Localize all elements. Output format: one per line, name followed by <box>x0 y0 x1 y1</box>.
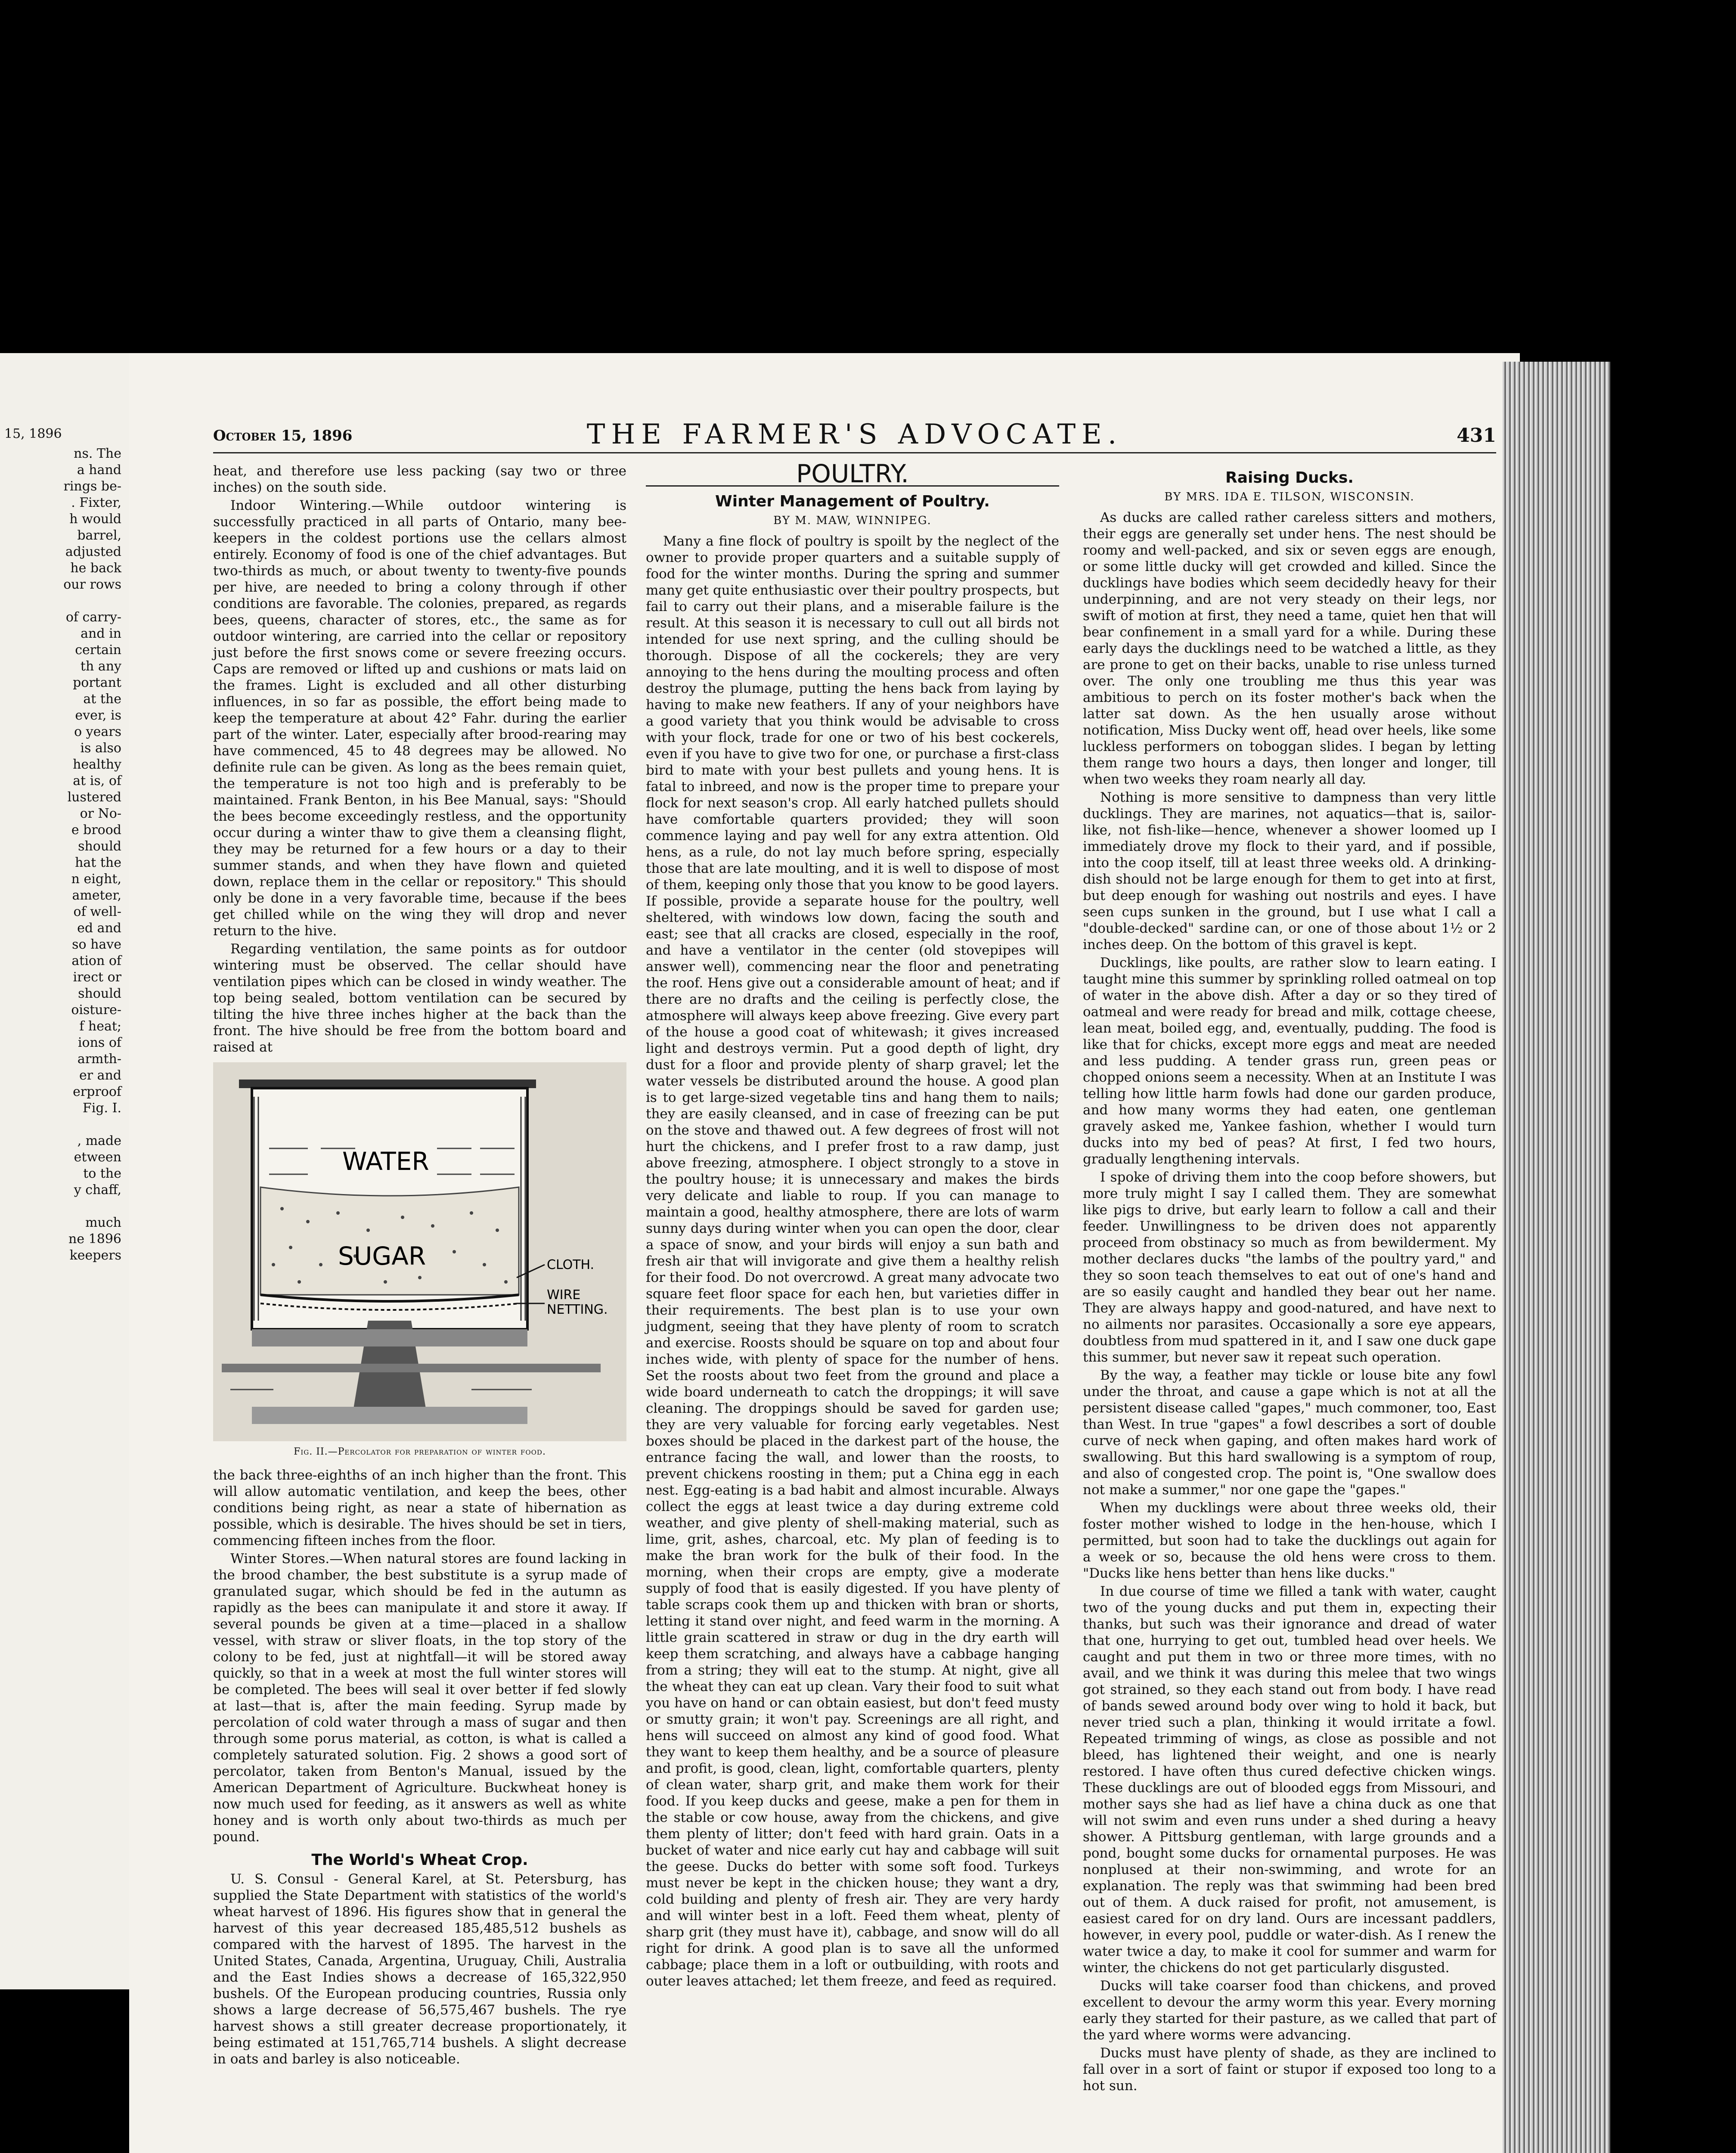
article-title-raising-ducks: Raising Ducks. <box>1225 469 1354 487</box>
paragraph: Nothing is more sensitive to dampness than very little ducklings. They are marines, not aquatics—that is, sailor-like, not fish-like—hence, whenever a shower loomed up I immediately drove my flock to their yard, and if possible, into the coop itself, till at least three weeks old. A drinking-dish should not be large enough for them to get into at first, but deep enough for washing out nostrils and eyes. I have seen cups sunken in the ground, but I use what I call a "double-decked" sardine can, or one of those about 1½ or 2 inches deep. On the bottom of this gravel is kept. <box>1083 790 1496 952</box>
paragraph: As ducks are called rather careless sitters and mothers, their eggs are generally set under hens. The nest should be roomy and well-packed, and six or seven eggs are enough, or some little ducky will get crowded and killed. Since the ducklings have bodies which seem decidedly heavy for their underpinning, and are not very steady on their legs, nor swift of motion at first, they need a tame, quiet hen that will bear confinement in a small yard for a while. During these early days the ducklings need to be watched a little, as they are prone to get on their backs, unable to rise unless turned over. The only one troubling me thus this year was ambitious to perch on its foster mother's back when the latter sat down. As the hen usually arose without notification, Miss Ducky went off, head over heels, like some luckless performers on toboggan slides. I began by letting them range two hours a days, then longer and longer, till when two weeks they roam nearly all day. <box>1083 510 1496 787</box>
article-title-winter-management: Winter Management of Poultry. <box>715 493 990 510</box>
header-date: October 15, 1896 <box>213 427 353 444</box>
fragment-line <box>0 1117 121 1133</box>
fragment-line: of well- <box>73 904 121 919</box>
fragment-line: Fig. I. <box>82 1101 121 1116</box>
fragment-line: oisture- <box>71 1002 121 1018</box>
fragment-line: etween <box>74 1150 121 1165</box>
fragment-line <box>0 593 121 609</box>
fragment-line: so have <box>72 937 121 952</box>
sugar-label: SUGAR <box>338 1241 426 1271</box>
fragment-line: erproof <box>73 1084 121 1099</box>
paragraph-indoor-wintering: Indoor Wintering.—While outdoor wintering is successfully practiced in all parts of Ontario, many bee-keepers in the coldest portions use the cellars almost entirely. Economy of food is one of the chief advantages. But two-thirds as much, or about twenty to twenty-five pounds per hive, are needed to bring a colony through if other conditions are favorable. The colonies, prepared, as regards bees, queens, character of stores, etc., the same as for outdoor wintering, are carried into the cellar or repository just before the first snows come or severe freezing occurs. Caps are removed or lifted up and cushions or mats laid on the frames. Light is excluded and all other disturbing influences, in so far as possible, the effort being made to keep the temperature at about 42° Fahr. during the earlier part of the winter. Later, especially after brood-rearing may have commenced, 45 to 48 degrees may be allowed. No definite rule can be given. As long as the bees remain quiet, the temperature is not too high and is preferably to be maintained. Frank Benton, in his Bee Manual, says: "Should the bees become exceedingly restless, and the opportunity occur during a winter thaw to give them a cleansing flight, they may be returned for a few hours or a day to their summer stands, and when they have flown and quieted down, replace them in the cellar or repository." This should only be done in a very favorable time, because if the bees get chilled while on the wing they will drop and never return to the hive. <box>213 498 626 939</box>
byline: BY M. MAW, WINNIPEG. <box>773 514 932 527</box>
masthead-title: THE FARMER'S ADVOCATE. <box>586 419 1123 450</box>
paragraph: Ducks will take coarser food than chickens, and proved excellent to devour the army worm this year. Every morning early they started for their pasture, as we called that part of the yard where worms were advancing. <box>1083 1978 1496 2043</box>
fragment-line <box>0 1198 121 1215</box>
fragment-line: is also <box>80 741 121 756</box>
fragment-line: ed and <box>77 921 121 936</box>
figure-caption: Fig. II.—Percolator for preparation of winter food. <box>294 1446 546 1457</box>
fragment-line: ever, is <box>75 708 121 723</box>
fragment-line: a hand <box>77 462 121 478</box>
fragment-line: . Fixter, <box>71 495 121 510</box>
fragment-line: f heat; <box>79 1019 121 1034</box>
fragment-line: armth- <box>77 1052 121 1067</box>
paragraph-winter-management: Many a fine flock of poultry is spoilt by the neglect of the owner to provide proper quarters and a suitable supply of food for the winter months. During the spring and summer many get quite enthusiastic over their poultry prospects, but fail to carry out their plans, and a miserable failure is the result. At this season it is necessary to cull out all birds not intended for use next spring, and the culling should be thorough. Dispose of all the cockerels; they are very annoying to the hens during the moulting process and often destroy the plumage, putting the hens back from laying by having to make new feathers. If any of your neighbors have a good variety that you think would be advisable to cross with your flock, trade for one or two of his best cockerels, even if you have to give two for one, or purchase a first-class bird to mate with your best pullets and young hens. It is fatal to inbreed, and now is the proper time to prepare your flock for next season's crop. All early hatched pullets should have comfortable quarters provided; they will soon commence laying and pay well for any extra attention. Old hens, as a rule, do not lay much before spring, especially those that are late moulting, and it is well to dispose of most of them, keeping only those that you know to be good layers. If possible, provide a separate house for the poultry, well sheltered, with windows low down, facing the south and east; see that all cracks are closed, especially in the roof, and have a ventilator in the center (old stovepipes will answer well), commencing near the floor and penetrating the roof. Hens give out a considerable amount of heat; and if there are no drafts and the ceiling is perfectly close, the atmosphere will always keep above freezing. Give every part of the house a good coat of whitewash; it gives increased light and destroys vermin. Put a good depth of light, dry dust for a floor and provide plenty of sharp gravel; let the water vessels be distributed around the house. A good plan is to get large-sized vegetable tins and hang them to nails; they are easily cleansed, and in case of freezing can be put on the stove and thawed out. A few degrees of frost will not hurt the chickens, and I prefer frost to a raw damp, just above freezing, atmosphere. I object strongly to a stove in the poultry house; it is unnecessary and makes the birds very delicate and liable to roup. If you can manage to maintain a good, healthy atmosphere, there are lots of warm sunny days during winter when you can open the door, clear a space of snow, and your birds will enjoy a sun bath and fresh air that will invigorate and give them a healthy relish for their food. Do not overcrowd. A great many advocate two square feet floor space for each hen, but varieties differ in their requirements. The best plan is to use your own judgment, seeing that they have plenty of room to scratch and exercise. Roosts should be square on top and about four inches wide, with plenty of space for the number of hens. Set the roosts about two feet from the ground and place a wide board underneath to catch the droppings; it will save cleaning. The droppings should be saved for garden use; they are very valuable for forcing early vegetables. Nest boxes should be placed in the darkest part of the house, the entrance facing the wall, and lower than the roosts, to prevent chickens roosting in them; put a China egg in each nest. Egg-eating is a bad habit and almost incurable. Always collect the eggs at least twice a day during extreme cold weather, and give plenty of shell-making material, such as lime, grit, ashes, charcoal, etc. My plan of feeding is to make the bran work for the bulk of their food. In the morning, when their crops are empty, give a moderate supply of food that is easily digested. If you have plenty of table scraps cook them up and thicken with bran or shorts, letting it stand over night, and feed warm in the morning. A little grain scattered in straw or dug in the dry earth will keep them scratching, and always have a cabbage hanging from a string; they will eat to the stump. At night, give all the wheat they can eat up clean. Vary their food to suit what you have on hand or can obtain easiest, but don't feed musty or smutty grain; it won't pay. Screenings are all right, and hens will succeed on almost any kind of good food. What they want to keep them healthy, and be a source of pleasure and profit, is good, clean, light, comfortable quarters, plenty of clean water, sharp grit, and make them work for their food. If you keep ducks and geese, make a pen for them in the stable or cow house, away from the chickens, and give them plenty of litter; don't feed with hard grain. Oats in a bucket of water and nice early cut hay and cabbage will suit the geese. Ducks do better with some soft food. Turkeys must never be kept in the chicken house; they want a dry, cold building and plenty of fresh air. They are very hardy and will winter best in a loft. Feed them wheat, plenty of sharp grit (they must have it), cabbage, and snow will do all right for drink. A good plan is to save all the unformed cabbage; place them in a loft or outbuilding, with roots and outer leaves attached; let them freeze, and feed as required. <box>646 534 1059 1989</box>
water-label: WATER <box>342 1147 429 1176</box>
fragment-line: , made <box>77 1133 121 1148</box>
previous-page-header: 15, 1896 <box>4 426 62 441</box>
fragment-line: y chaff, <box>74 1182 121 1197</box>
previous-page-fragment <box>0 353 130 1989</box>
fragment-line: should <box>78 986 121 1001</box>
newspaper-page <box>129 353 1520 2153</box>
fragment-line: much <box>85 1215 121 1230</box>
fragment-line: our rows <box>63 577 121 592</box>
percolator-illustration <box>213 1062 626 1441</box>
paragraph: When my ducklings were about three weeks old, their foster mother wished to lodge in the hen-house, which I permitted, but soon had to take the ducklings out again for a week or so, because the old hens were cross to them. "Ducks like hens better than hens like ducks." <box>1083 1500 1496 1581</box>
column-1 <box>213 463 626 2069</box>
page-header <box>213 418 1496 453</box>
fragment-line: ation of <box>71 953 121 968</box>
fragment-line: at is, of <box>73 773 121 788</box>
paragraph: I spoke of driving them into the coop before showers, but more truly might I say I called them. They are somewhat like pigs to drive, but early learn to follow a call and their feeder. Unwillingness to be driven does not apparently proceed from obstinacy so much as from bewilderment. My mother declares ducks "the lambs of the poultry yard," and they so soon teach themselves to eat out of one's hand and are so easily caught and handled they bear out her name. They are always happy and good-natured, and have next to no ailments nor parasites. Occasionally a sore eye appears, doubtless from mud spattered in it, and I saw one duck gape this summer, but never saw it repeat such operation. <box>1083 1170 1496 1365</box>
fragment-line: rings be- <box>63 479 121 494</box>
paragraph: Ducklings, like poults, are rather slow to learn eating. I taught mine this summer by sprinkling rolled oatmeal on top of water in the above dish. After a day or so they tired of oatmeal and were ready for bread and milk, cottage cheese, lean meat, boiled egg, and, eventually, pudding. The food is like that for chicks, except more eggs and meat are needed and less pudding. A tender grass run, green peas or chopped onions seem a necessity. When at an Institute I was telling how little harm fowls had done our garden produce, and how many worms they had eaten, one gentleman gravely asked me, Yankee fashion, whether I would turn ducks into my bed of peas? At first, I fed two hours, gradually lengthening intervals. <box>1083 955 1496 1167</box>
fragment-line: n eight, <box>71 872 121 887</box>
article-title-wheat-crop: The World's Wheat Crop. <box>311 1851 528 1869</box>
fragment-line: at the <box>83 692 121 707</box>
fragment-line: he back <box>70 561 121 576</box>
previous-page-line-ends <box>0 441 129 1264</box>
paragraph: Ducks must have plenty of shade, as they are inclined to fall over in a sort of faint or stupor if exposed too long to a hot sun. <box>1083 2045 1496 2094</box>
fragment-line: keepers <box>69 1248 121 1263</box>
fragment-line: to the <box>83 1166 121 1181</box>
fragment-line: of carry- <box>65 610 121 625</box>
section-heading-poultry: POULTRY. <box>646 463 1059 487</box>
fragment-line: lustered <box>67 790 121 805</box>
fragment-line: th any <box>80 659 121 674</box>
wire-label: WIRE <box>547 1287 581 1303</box>
fragment-line: and in <box>81 626 121 641</box>
paragraph: By the way, a feather may tickle or louse bite any fowl under the throat, and cause a gape which is not at all the persistent disease called "gapes," much commoner, too, East than West. In true "gapes" a fowl describes a sort of double curve of neck when gaping, and often makes hard work of swallowing. But this hard swallowing is a symptom of roup, and also of congested crop. The point is, "One swallow does not make a summer," nor one gape the "gapes." <box>1083 1368 1496 1498</box>
fragment-line: ions of <box>78 1035 121 1050</box>
fragment-line: adjusted <box>65 544 121 559</box>
paragraph: heat, and therefore use less packing (say two or three inches) on the south side. <box>213 463 626 495</box>
fragment-line: barrel, <box>77 528 121 543</box>
paragraph: In due course of time we filled a tank with water, caught two of the young ducks and put them in, expecting their thanks, but such was their ignorance and dread of water that one, hurrying to get out, tumbled head over heels. We caught and put them in two or three more times, with no avail, and we think it was during this melee that two wings got strained, so they each stand out from body. I have read of bands sewed around body over wing to hold it back, but never tried such a plan, thinking it would irritate a fowl. Repeated trimming of wings, as close as possible and not bleed, has lightened their weight, and one is nearly restored. I have often thus cured defective chicken wings. These ducklings are out of blooded eggs from Missouri, and mother says she had as lief have a china duck as one that will not swim and even runs under a shed during a heavy shower. A Pittsburg gentleman, with large grounds and a pond, bought some ducks for ornamental purposes. He was nonplused at their non-swimming, and wrote for an explanation. The reply was that swimming had been bred out of them. A duck raised for profit, not amusement, is easiest cared for on dry land. Ours are incessant paddlers, however, in every pool, puddle or water-dish. As I renew the water twice a day, to make it cool for summer and warm for winter, the chickens do not get particularly disgusted. <box>1083 1584 1496 1976</box>
fragment-line: healthy <box>73 757 121 772</box>
byline: BY MRS. IDA E. TILSON, WISCONSIN. <box>1164 490 1415 503</box>
percolator-figure <box>213 1062 626 1460</box>
fragment-line: ameter, <box>72 888 121 903</box>
page-number: 431 <box>1457 425 1496 447</box>
column-3 <box>1083 463 1496 2096</box>
fragment-line: ne 1896 <box>68 1232 121 1247</box>
fragment-line: or No- <box>80 806 121 821</box>
paragraph-winter-stores: Winter Stores.—When natural stores are found lacking in the brood chamber, the best substitute is a syrup made of granulated sugar, which should be fed in the autumn as rapidly as the bees can manipulate it and store it away. If several pounds be given at a time—placed in a shallow vessel, with straw or sliver floats, in the top story of the colony to be fed, just at nightfall—it will be stored away quickly, so that in a week at most the full winter stores will be completed. The bees will seal it over better if fed slowly at last—that is, after the main feeding. Syrup made by percolation of cold water through a mass of sugar and then through some porus material, as cotton, is what is called a completely saturated solution. Fig. 2 shows a good sort of percolator, taken from Benton's Manual, issued by the American Department of Agriculture. Buckwheat honey is now much used for feeding, as it answers as well as white honey and is worth only about two-thirds as much per pound. <box>213 1551 626 1845</box>
cloth-label: CLOTH. <box>547 1257 595 1272</box>
fragment-line: should <box>78 839 121 854</box>
fragment-line: hat the <box>75 855 121 870</box>
paragraph-hive-tilt: the back three-eighths of an inch higher than the front. This will allow automatic ventilation, and keep the bees, other conditions being right, as near a state of hibernation as possible, which is desirable. The hives should be set in tiers, commencing fifteen inches from the floor. <box>213 1467 626 1548</box>
fragment-line: irect or <box>73 970 121 985</box>
fragment-line: o years <box>74 724 121 739</box>
book-spine <box>1503 362 1610 2153</box>
netting-label: NETTING. <box>547 1302 608 1317</box>
paragraph-ventilation: Regarding ventilation, the same points as for outdoor wintering must be observed. The cellar should have ventilation pipes which can be closed in windy weather. The top being sealed, bottom ventilation can be secured by tilting the hive three inches higher at the back than the front. The hive should be free from the bottom board and raised at <box>213 941 626 1055</box>
fragment-line: certain <box>75 642 121 658</box>
paragraph-wheat-crop: U. S. Consul - General Karel, at St. Petersburg, has supplied the State Department with statistics of the world's wheat harvest of 1896. His figures show that in general the harvest of this year decreased 185,485,512 bushels as compared with the harvest of 1895. The harvest in the United States, Canada, Argentina, Uruguay, Chili, Australia and the East Indies shows a decrease of 165,322,950 bushels. Of the European producing countries, Russia only shows a large decrease of 56,575,467 bushels. The rye harvest shows a still greater decrease proportionately, it being estimated at 151,765,714 bushels. A slight decrease in oats and barley is also noticeable. <box>213 1871 626 2067</box>
column-2 <box>646 459 1059 1991</box>
fragment-line: e brood <box>71 822 121 838</box>
fragment-line: ns. The <box>74 446 121 461</box>
fragment-line: portant <box>73 675 121 690</box>
fragment-line: er and <box>79 1068 121 1083</box>
fragment-line: h would <box>69 512 121 527</box>
